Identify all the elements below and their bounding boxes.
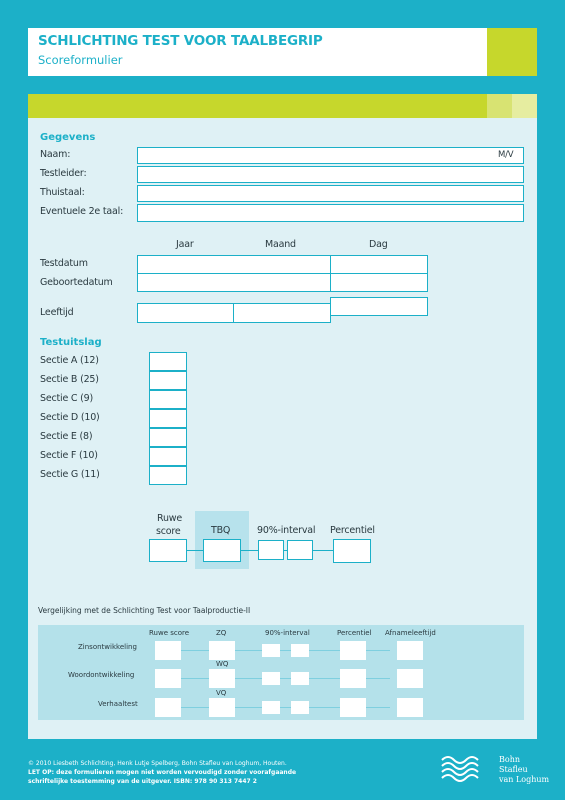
testuitslag-heading: Testuitslag — [40, 337, 102, 348]
thuistaal-field[interactable] — [137, 185, 524, 202]
publisher-name-3: van Loghum — [499, 775, 550, 784]
leeftijd-jaar-field[interactable] — [137, 303, 234, 323]
testdatum-label: Testdatum — [40, 258, 88, 269]
verhaaltest-interval-low[interactable] — [262, 701, 280, 714]
leeftijd-maand-field[interactable] — [233, 303, 331, 323]
ruwe-score-label-2: score — [156, 526, 181, 537]
sectie-d-label: Sectie D (10) — [40, 412, 100, 423]
interval-high-field[interactable] — [287, 540, 313, 560]
geboortedatum-dag-field[interactable] — [330, 273, 428, 292]
row-woordontwikkeling-label: Woordontwikkeling — [68, 671, 135, 679]
woordontwikkeling-wq[interactable] — [209, 669, 235, 688]
page-subtitle: Scoreformulier — [38, 53, 123, 67]
sectie-c-score[interactable] — [149, 390, 187, 409]
col-jaar: Jaar — [176, 239, 194, 250]
sectie-a-score[interactable] — [149, 352, 187, 371]
sectie-e-score[interactable] — [149, 428, 187, 447]
woordontwikkeling-ruwe-score[interactable] — [155, 669, 181, 688]
wq-label: WQ — [216, 660, 229, 668]
row-zinsontwikkeling-label: Zinsontwikkeling — [78, 643, 137, 651]
gegevens-heading: Gegevens — [40, 132, 96, 143]
zinsontwikkeling-afnameleeftijd[interactable] — [397, 641, 423, 660]
verhaaltest-afnameleeftijd[interactable] — [397, 698, 423, 717]
woordontwikkeling-interval-low[interactable] — [262, 672, 280, 685]
card-stripe-accent-light — [512, 94, 537, 118]
verhaaltest-interval-high[interactable] — [291, 701, 309, 714]
geboortedatum-label: Geboortedatum — [40, 277, 113, 288]
card-stripe — [28, 94, 487, 118]
sectie-b-label: Sectie B (25) — [40, 374, 99, 385]
sectie-d-score[interactable] — [149, 409, 187, 428]
woordontwikkeling-percentiel[interactable] — [340, 669, 366, 688]
zinsontwikkeling-interval-low[interactable] — [262, 644, 280, 657]
zinsontwikkeling-zq[interactable] — [209, 641, 235, 660]
tbq-field[interactable] — [203, 539, 241, 562]
verhaaltest-vq[interactable] — [209, 698, 235, 717]
percentiel-label: Percentiel — [330, 525, 375, 536]
publisher-name-2: Stafleu — [499, 765, 528, 774]
col-afnameleeftijd: Afnameleeftijd — [385, 629, 436, 637]
publisher-name-1: Bohn — [499, 755, 520, 764]
naam-label: Naam: — [40, 149, 71, 160]
ruwe-score-label-1: Ruwe — [157, 513, 183, 524]
footer-notice: LET OP: deze formulieren mogen niet worden vervoudigd zonder voorafgaande — [28, 769, 297, 776]
col-dag: Dag — [369, 239, 388, 250]
tbq-label: TBQ — [211, 525, 231, 536]
sectie-g-label: Sectie G (11) — [40, 469, 100, 480]
sectie-f-score[interactable] — [149, 447, 187, 466]
testleider-label: Testleider: — [40, 168, 87, 179]
leeftijd-label: Leeftijd — [40, 307, 74, 318]
row-verhaaltest-label: Verhaaltest — [98, 700, 138, 708]
col-ruwe-score: Ruwe score — [149, 629, 190, 637]
col-maand: Maand — [265, 239, 296, 250]
tweede-taal-field[interactable] — [137, 204, 524, 222]
testleider-field[interactable] — [137, 166, 524, 183]
zinsontwikkeling-ruwe-score[interactable] — [155, 641, 181, 660]
col-interval: 90%-interval — [265, 629, 310, 637]
tweede-taal-label: Eventuele 2e taal: — [40, 206, 124, 217]
sectie-c-label: Sectie C (9) — [40, 393, 94, 404]
zinsontwikkeling-interval-high[interactable] — [291, 644, 309, 657]
zinsontwikkeling-percentiel[interactable] — [340, 641, 366, 660]
interval-low-field[interactable] — [258, 540, 284, 560]
col-percentiel: Percentiel — [337, 629, 372, 637]
interval-label: 90%-interval — [257, 525, 316, 536]
sectie-a-label: Sectie A (12) — [40, 355, 99, 366]
publisher-logo-icon — [440, 752, 494, 782]
testdatum-dag-field[interactable] — [330, 255, 428, 274]
col-zq: ZQ — [216, 629, 227, 637]
footer-copyright: © 2010 Liesbeth Schlichting, Henk Lutje Spelberg, Bohn Stafleu van Loghum, Houten. — [28, 760, 287, 767]
sectie-e-label: Sectie E (8) — [40, 431, 93, 442]
woordontwikkeling-interval-high[interactable] — [291, 672, 309, 685]
page-title: SCHLICHTING TEST VOOR TAALBEGRIP — [38, 33, 323, 49]
gender-label: M/V — [498, 150, 514, 160]
sectie-g-score[interactable] — [149, 466, 187, 485]
percentiel-field[interactable] — [333, 539, 371, 563]
comparison-title: Vergelijking met de Schlichting Test voor Taalproductie-II — [38, 606, 251, 615]
sectie-f-label: Sectie F (10) — [40, 450, 98, 461]
naam-field[interactable] — [137, 147, 524, 164]
card-stripe-accent — [487, 94, 512, 118]
footer-isbn: schriftelijke toestemming van de uitgever. ISBN: 978 90 313 7447 2 — [28, 778, 257, 785]
woordontwikkeling-afnameleeftijd[interactable] — [397, 669, 423, 688]
vq-label: VQ — [216, 689, 227, 697]
sectie-b-score[interactable] — [149, 371, 187, 390]
verhaaltest-ruwe-score[interactable] — [155, 698, 181, 717]
thuistaal-label: Thuistaal: — [40, 187, 85, 198]
geboortedatum-jaar-maand-field[interactable] — [137, 273, 331, 292]
testdatum-jaar-maand-field[interactable] — [137, 255, 331, 274]
header-accent-block — [487, 28, 537, 76]
verhaaltest-percentiel[interactable] — [340, 698, 366, 717]
ruwe-score-field[interactable] — [149, 539, 187, 562]
leeftijd-dag-field[interactable] — [330, 297, 428, 316]
